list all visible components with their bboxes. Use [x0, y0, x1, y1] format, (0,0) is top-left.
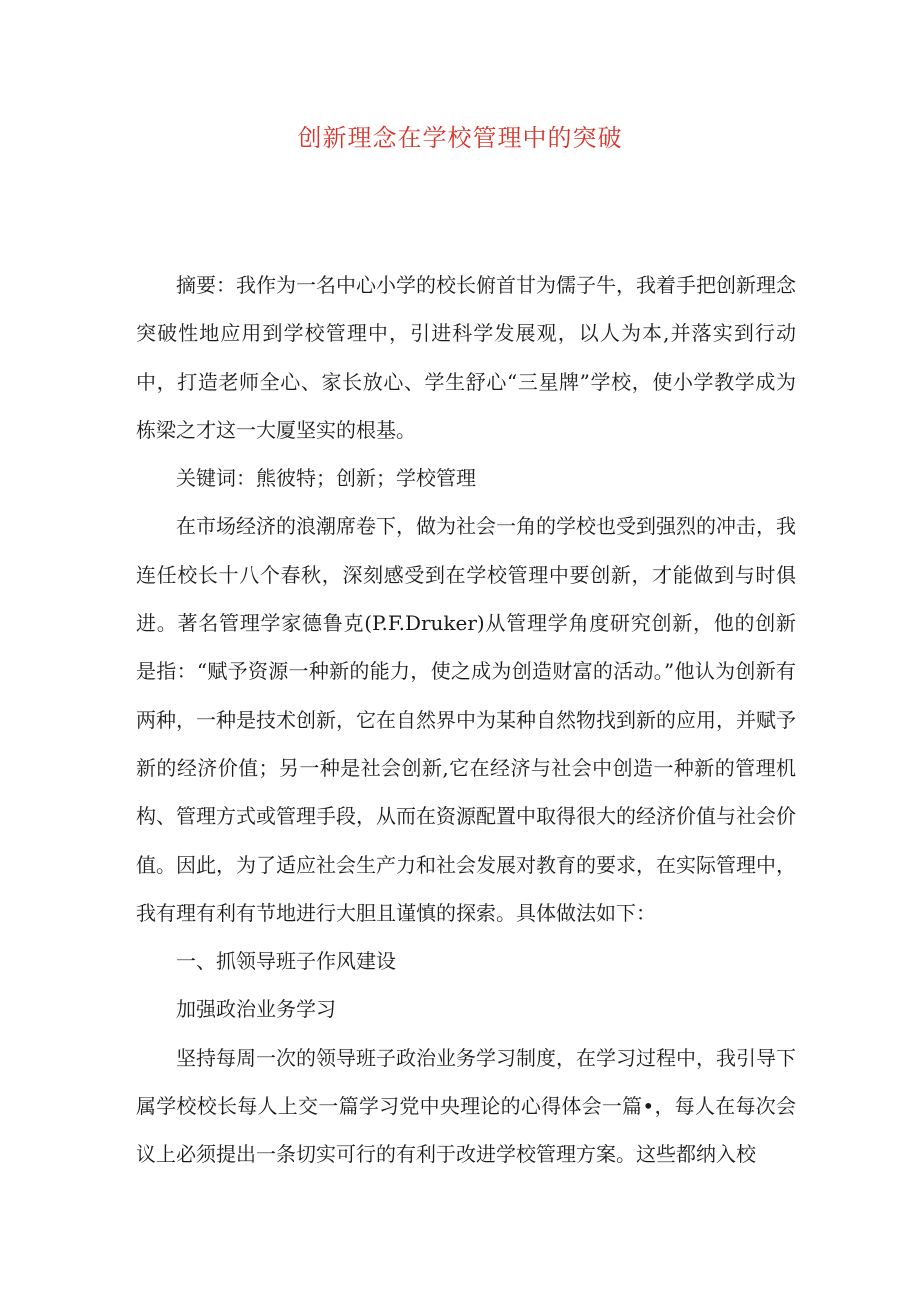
- body-paragraph: 坚持每周一次的领导班子政治业务学习制度，在学习过程中，我引导下属学校校长每人上交一篇学习党中央理论的心得体会一篇•，每人在每次会议上必须提出一条切实可行的有利于改进学校管理方案。这些都纳入校: [136, 1045, 796, 1167]
- intro-paragraph: 在市场经济的浪潮席卷下，做为社会一角的学校也受到强烈的冲击，我连任校长十八个春秋，深刻感受到在学校管理中要创新，才能做到与时俱进。著名管理学家德鲁克(P.F.Druker)从管理学角度研究创新，他的创新是指：“赋予资源一种新的能力，使之成为创造财富的活动。”他认为创新有两种，一种是技术创新，它在自然界中为某种自然物找到新的应用，并赋予新的经济价值；另一种是社会创新,它在经济与社会中创造一种新的管理机构、管理方式或管理手段，从而在资源配置中取得很大的经济价值与社会价值。因此，为了适应社会生产力和社会发展对教育的要求，在实际管理中，我有理有利有节地进行大胆且谨慎的探索。具体做法如下：: [136, 514, 796, 925]
- section-heading: 一、抓领导班子作风建设: [176, 949, 396, 974]
- document-title: 创新理念在学校管理中的突破: [297, 124, 623, 152]
- subsection-heading: 加强政治业务学习: [176, 997, 336, 1022]
- keywords-line: 关键词：熊彼特；创新；学校管理: [176, 466, 476, 491]
- document-body: [136, 261, 796, 1179]
- abstract-paragraph: 摘要：我作为一名中心小学的校长俯首甘为儒子牛，我着手把创新理念突破性地应用到学校管理中，引进科学发展观，以人为本,并落实到行动中，打造老师全心、家长放心、学生舒心“三星牌”学校，使小学教学成为栋梁之才这一大厦坚实的根基。: [136, 273, 796, 442]
